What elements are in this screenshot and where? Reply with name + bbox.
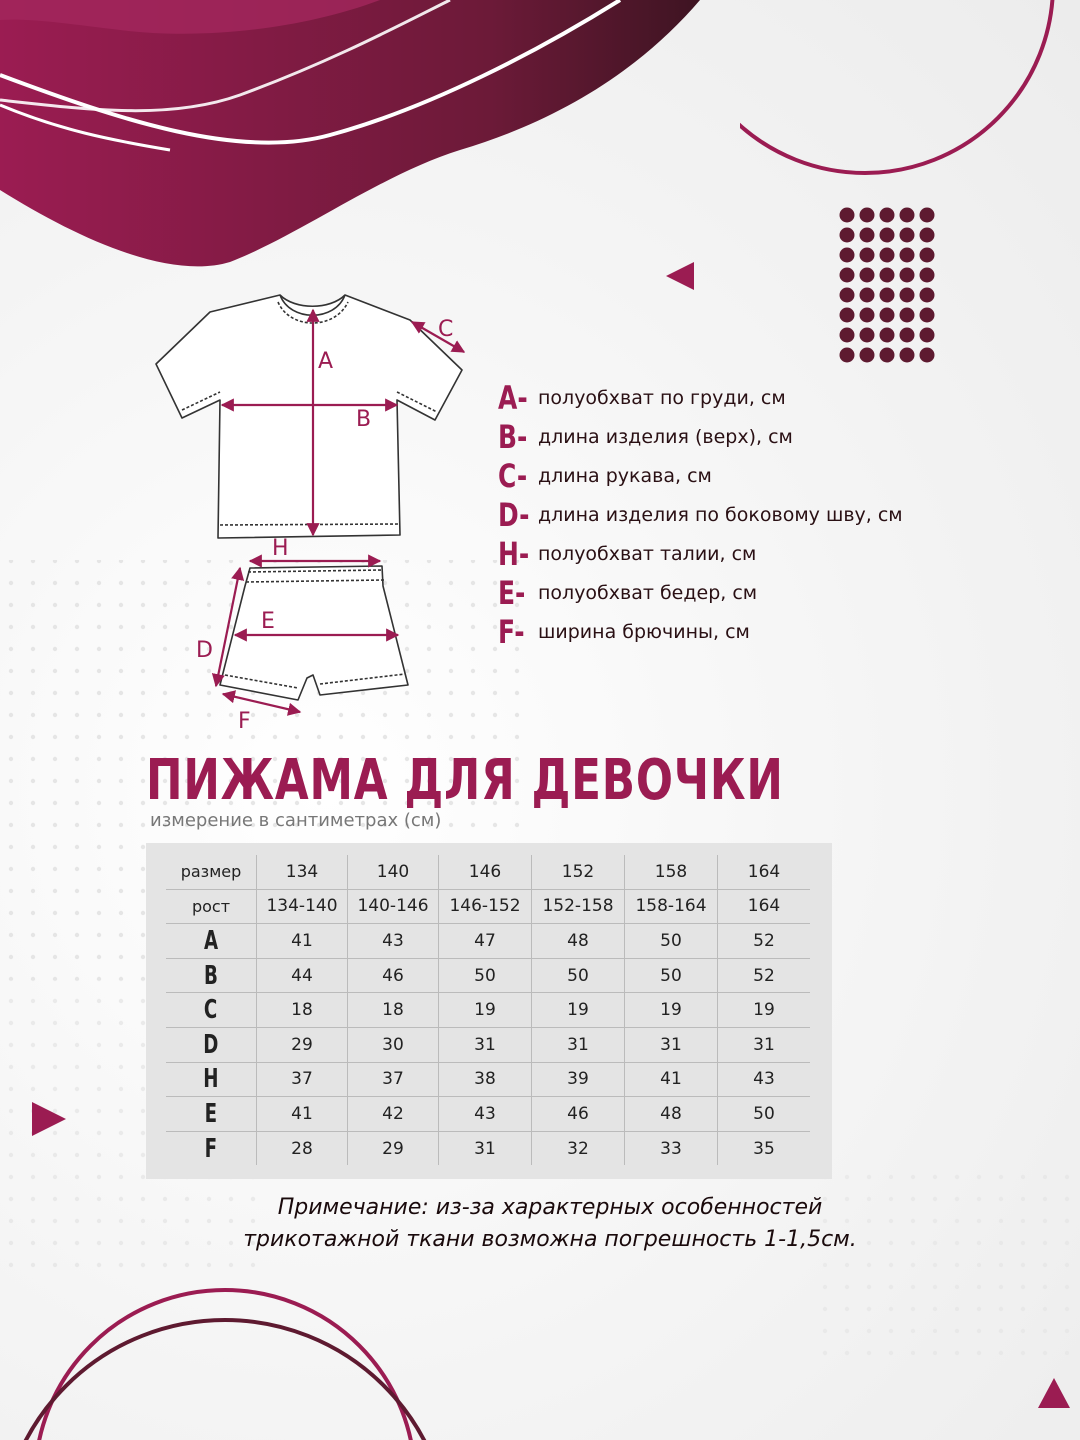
note-line: Примечание: из-за характерных особенностей — [277, 1195, 823, 1220]
table-row-label: E — [204, 1098, 218, 1129]
legend-text: полуобхват бедер, см — [538, 582, 758, 604]
triangle-left-decoration — [664, 260, 696, 292]
legend-text: полуобхват талии, см — [538, 543, 757, 565]
legend-letter: A- — [498, 379, 528, 417]
table-cell: 33 — [625, 1131, 718, 1165]
legend-text: длина рукава, см — [538, 465, 712, 487]
table-cell: 158-164 — [625, 889, 718, 924]
table-row — [166, 855, 810, 889]
table-cell: 37 — [257, 1062, 348, 1097]
table-row — [166, 924, 810, 959]
table-cell: 35 — [753, 1138, 775, 1159]
table-cell: 37 — [348, 1062, 439, 1097]
table-cell: 29 — [257, 1027, 348, 1062]
table-cell: 41 — [257, 924, 348, 959]
table-cell: 19 — [532, 993, 625, 1028]
legend-item — [498, 536, 756, 572]
table-row-label: D — [203, 1029, 219, 1060]
diagram-label-c: C — [438, 317, 454, 342]
table-cell: 48 — [625, 1097, 718, 1132]
table-cell: 50 — [625, 924, 718, 959]
table-row-header — [166, 855, 257, 889]
table-cell: 38 — [439, 1062, 532, 1097]
table-row-header — [166, 958, 257, 993]
table-cell: 30 — [348, 1027, 439, 1062]
table-cell: 43 — [348, 924, 439, 959]
shorts-drawing — [220, 566, 408, 700]
table-cell: 50 — [439, 958, 532, 993]
page-title: ПИЖАМА ДЛЯ ДЕВОЧКИ — [146, 748, 784, 813]
dot-grid-decoration — [838, 205, 940, 375]
table-cell: 50 — [532, 958, 625, 993]
table-row-label: A — [203, 925, 219, 956]
legend-text: длина изделия (верх), см — [538, 426, 793, 448]
legend-letter: D- — [498, 496, 530, 534]
table-row — [166, 1027, 810, 1062]
table-row-label: рост — [191, 896, 231, 916]
table-row — [166, 1062, 810, 1097]
table-row-label: размер — [180, 862, 242, 882]
diagram-label-d: D — [196, 638, 213, 663]
table-cell: 31 — [532, 1027, 625, 1062]
table-cell: 152-158 — [532, 889, 625, 924]
legend-item — [498, 614, 750, 650]
triangle-up-decoration — [1036, 1376, 1072, 1410]
note-text — [150, 1192, 950, 1256]
table-cell: 31 — [439, 1027, 532, 1062]
table-cell: 41 — [257, 1097, 348, 1132]
table-cell: 31 — [718, 1027, 811, 1062]
note-line: трикотажной ткани возможна погрешность 1-1,5см. — [243, 1227, 857, 1252]
diagram-label-a: A — [318, 349, 334, 374]
table-cell: 146 — [439, 855, 532, 889]
legend-item — [498, 575, 757, 611]
legend-text: длина изделия по боковому шву, см — [538, 504, 903, 526]
table-row-label: H — [203, 1064, 219, 1095]
table-cell: 164 — [718, 855, 811, 889]
table-cell: 50 — [625, 958, 718, 993]
table-row-label: B — [204, 960, 218, 991]
bottom-circle-decoration — [0, 1270, 560, 1440]
legend-text: ширина брючины, см — [538, 621, 750, 643]
legend-letter: B- — [498, 418, 528, 456]
table-cell: 19 — [625, 993, 718, 1028]
table-cell: 46 — [532, 1097, 625, 1132]
legend-item — [498, 380, 786, 416]
size-table-panel — [146, 843, 832, 1179]
table-cell: 39 — [532, 1062, 625, 1097]
legend-letter: F- — [498, 613, 525, 651]
table-cell: 140 — [348, 855, 439, 889]
diagram-label-e: E — [261, 609, 275, 634]
table-cell: 44 — [257, 958, 348, 993]
garment-diagram — [150, 290, 480, 740]
table-row — [166, 993, 810, 1028]
table-row — [166, 1097, 810, 1132]
table-cell: 18 — [348, 993, 439, 1028]
table-row-header — [166, 993, 257, 1028]
table-cell: 164 — [718, 889, 811, 924]
table-cell: 31 — [625, 1027, 718, 1062]
legend-item — [498, 419, 793, 455]
table-cell: 42 — [348, 1097, 439, 1132]
table-cell: 43 — [439, 1097, 532, 1132]
table-cell: 52 — [718, 958, 811, 993]
table-cell: 31 — [439, 1131, 532, 1165]
table-cell: 19 — [439, 993, 532, 1028]
diagram-label-h: H — [272, 536, 289, 561]
tshirt-drawing — [156, 295, 462, 538]
legend-item — [498, 458, 712, 494]
legend-letter: C- — [498, 457, 528, 495]
table-cell: 47 — [439, 924, 532, 959]
legend-text: полуобхват по груди, см — [538, 387, 786, 409]
table-row-header — [166, 1027, 257, 1062]
diagram-label-f: F — [238, 709, 251, 734]
table-row-header — [166, 924, 257, 959]
table-cell: 134 — [257, 855, 348, 889]
table-row — [166, 1131, 810, 1165]
table-cell: 18 — [257, 993, 348, 1028]
table-cell: 19 — [718, 993, 811, 1028]
top-wave-decoration — [0, 0, 700, 270]
table-cell: 43 — [718, 1062, 811, 1097]
diagram-label-b: B — [356, 407, 372, 432]
table-cell: 29 — [348, 1131, 439, 1165]
table-row-header — [166, 1097, 257, 1132]
table-cell: 46 — [348, 958, 439, 993]
table-cell: 41 — [625, 1062, 718, 1097]
table-cell: 140-146 — [348, 889, 439, 924]
table-cell: 28 — [257, 1131, 348, 1165]
table-cell: 48 — [532, 924, 625, 959]
table-cell: 50 — [718, 1097, 811, 1132]
table-cell: 134-140 — [257, 889, 348, 924]
table-row-header — [166, 889, 257, 924]
circle-outline-decoration — [740, 0, 1080, 190]
table-row — [166, 958, 810, 993]
table-cell: 152 — [532, 855, 625, 889]
legend-letter: E- — [498, 574, 526, 612]
table-cell: 146-152 — [439, 889, 532, 924]
table-cell: 32 — [532, 1131, 625, 1165]
table-cell: 52 — [718, 924, 811, 959]
table-cell: 158 — [625, 855, 718, 889]
table-row-header — [166, 1062, 257, 1097]
triangle-right-decoration — [30, 1100, 70, 1140]
size-table — [166, 855, 810, 1165]
table-row-header — [166, 1131, 257, 1165]
page-subtitle: измерение в сантиметрах (см) — [150, 810, 442, 831]
legend-item — [498, 497, 903, 533]
table-row-label: F — [204, 1133, 218, 1164]
table-row — [166, 889, 810, 924]
legend-letter: H- — [498, 535, 530, 573]
table-row-label: C — [204, 995, 218, 1026]
